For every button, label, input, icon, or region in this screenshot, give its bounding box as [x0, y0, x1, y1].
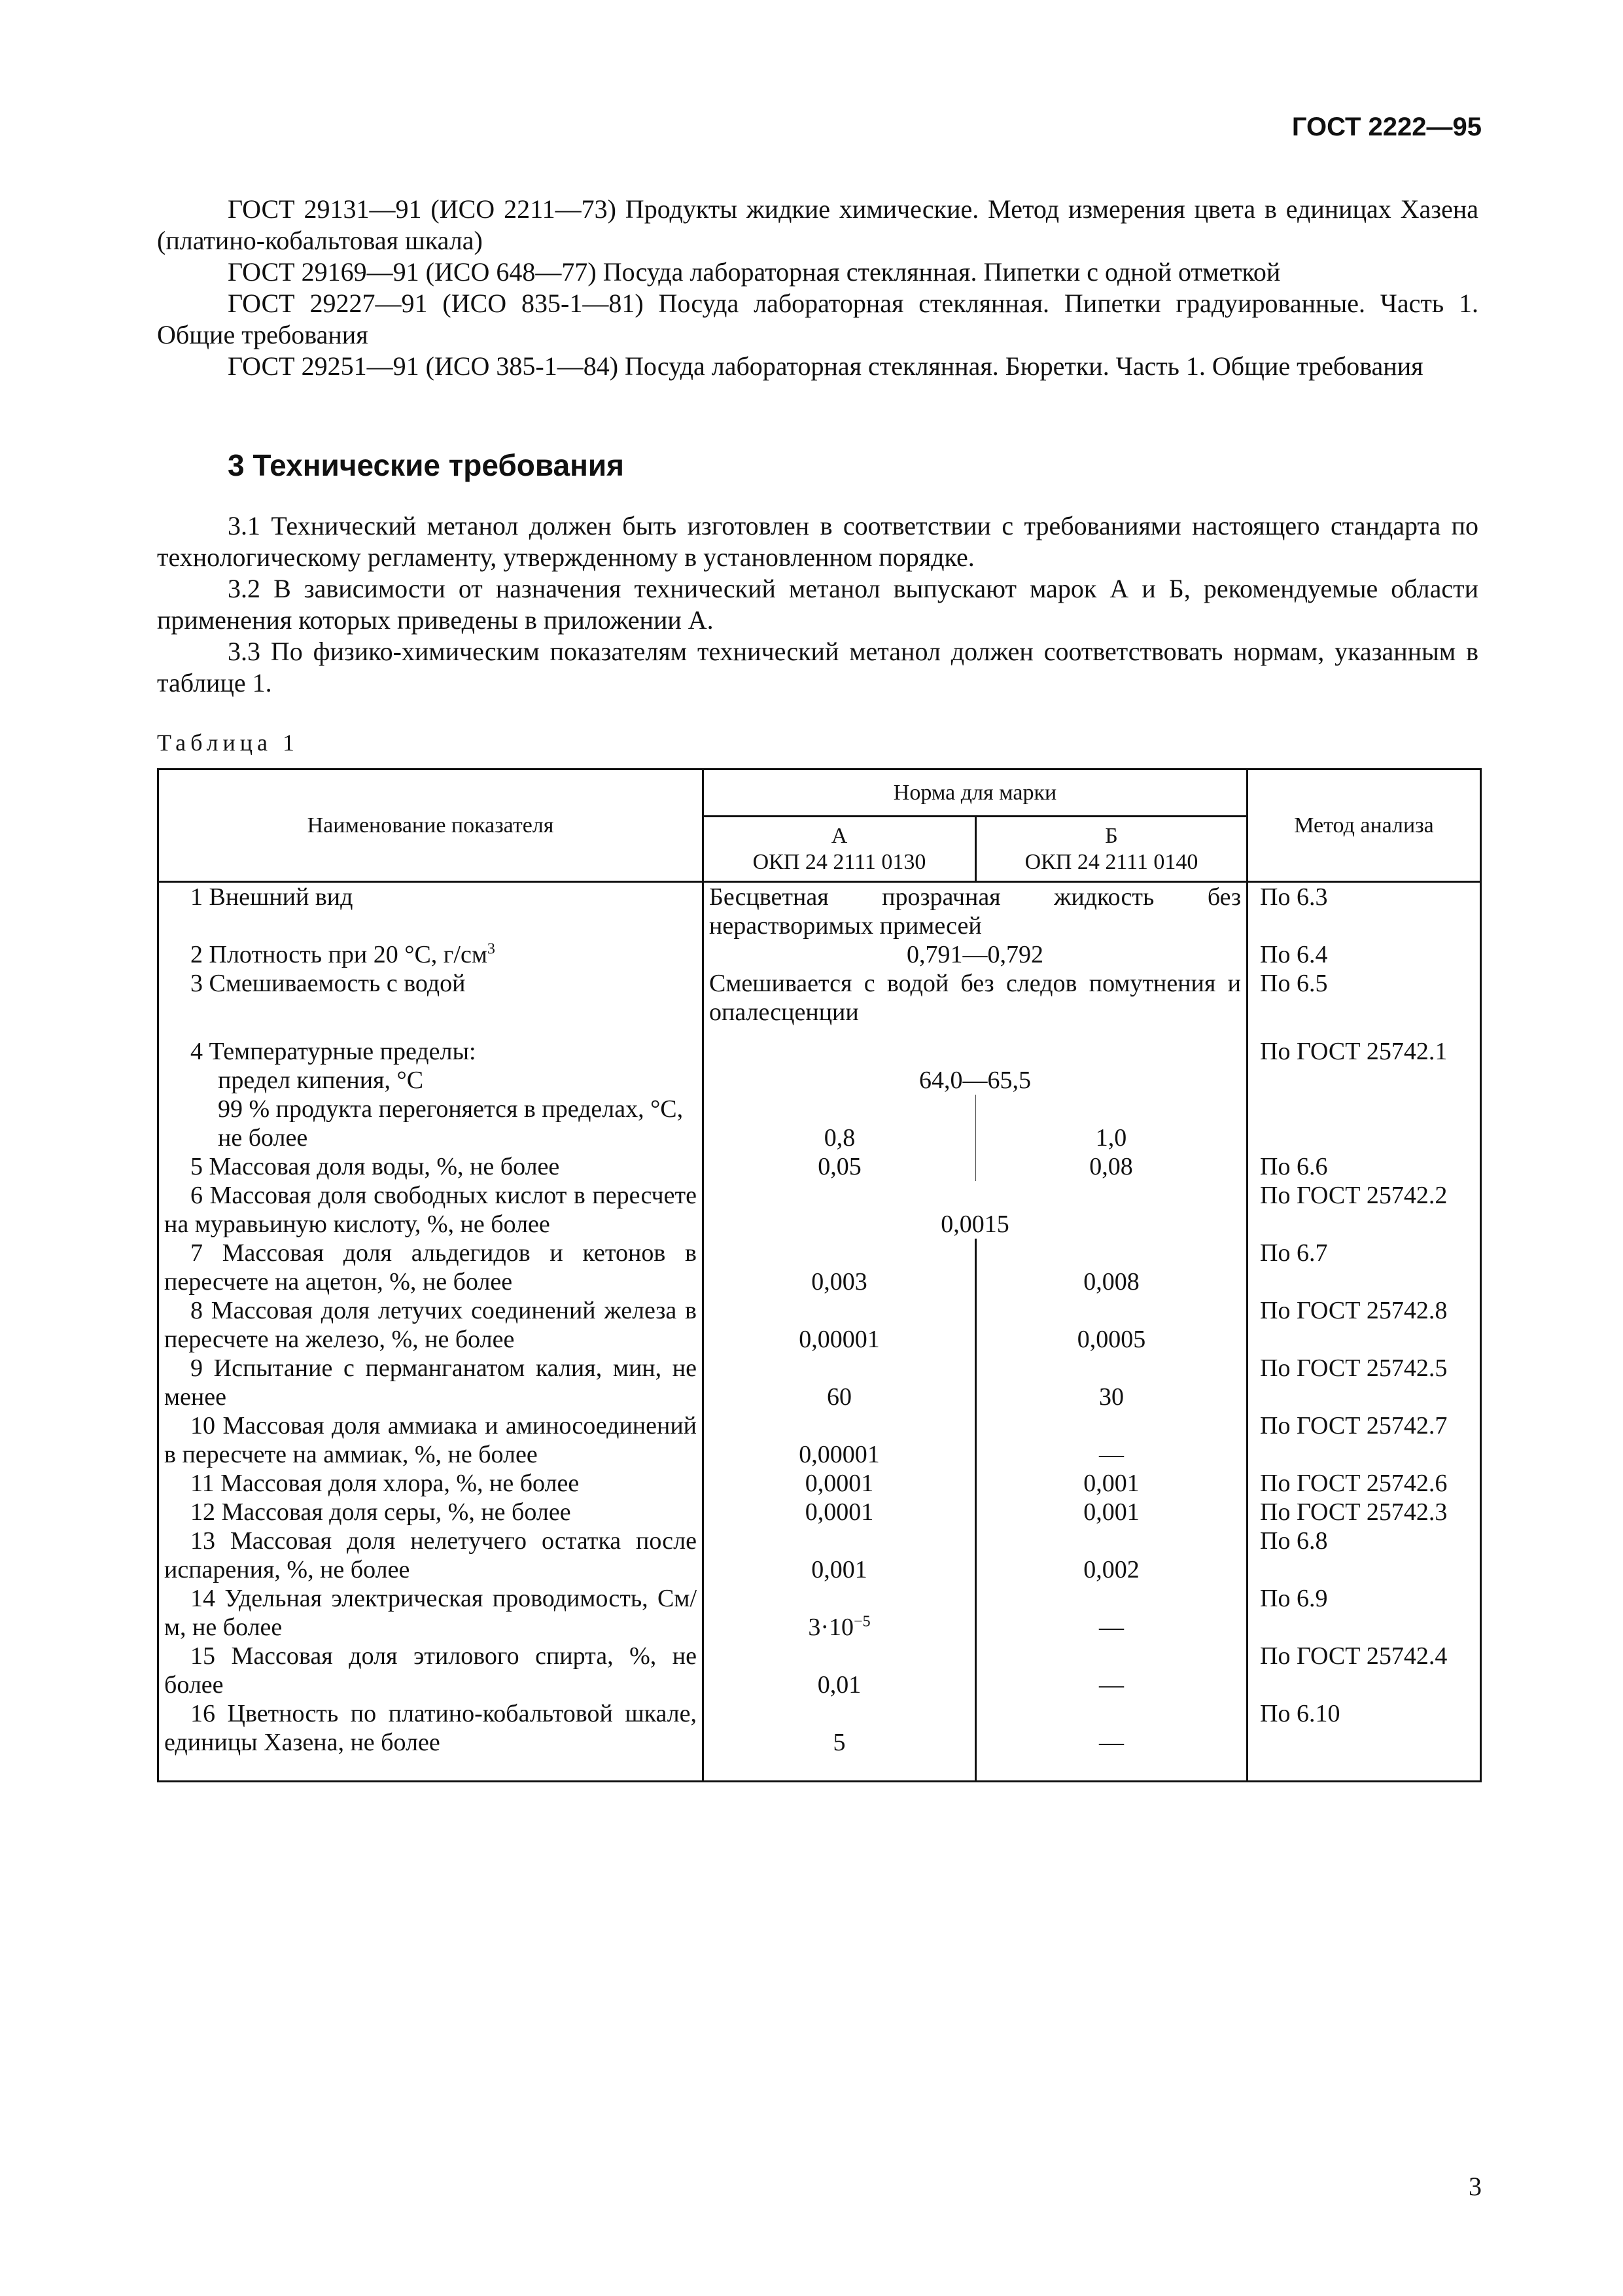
row-name — [158, 940, 703, 969]
empty-cell — [1248, 1095, 1481, 1152]
row-value-b: — — [976, 1584, 1248, 1642]
row-value-b: — — [976, 1642, 1248, 1699]
row-value-a: 0,003 — [703, 1239, 976, 1296]
row-name-text: 2 Плотность при 20 °С, г/см — [190, 941, 487, 968]
row-name: 10 Массовая доля аммиака и аминосоединений в пересчете на аммиак, %, не более — [158, 1411, 703, 1469]
row-value-merged: 0,0015 — [703, 1181, 1248, 1239]
row-name: 99 % продукта перегоняется в пределах, °С, не более — [158, 1095, 703, 1152]
row-method: По 6.7 — [1248, 1239, 1481, 1296]
row-name: 6 Массовая доля свободных кислот в пересчете на муравьиную кислоту, %, не более — [158, 1181, 703, 1239]
row-value-b: 0,001 — [976, 1498, 1248, 1527]
row-name: 14 Удельная электрическая проводимость, См/м, не более — [158, 1584, 703, 1642]
row-method: По ГОСТ 25742.8 — [1248, 1296, 1481, 1354]
row-name: 8 Массовая доля летучих соединений железа в пересчете на железо, %, не более — [158, 1296, 703, 1354]
specs-table — [157, 768, 1482, 1782]
row-value-a — [703, 1584, 976, 1642]
table-row — [158, 882, 1481, 941]
table-row — [158, 1469, 1481, 1498]
superscript: 3 — [487, 940, 495, 958]
paragraph-3-2: 3.2 В зависимости от назначения технический метанол выпускают марок А и Б, рекомендуемые области применения которых приведены в приложении А. — [157, 574, 1478, 635]
row-value-merged: Смешивается с водой без следов помутнения и опалесценции — [703, 969, 1248, 1027]
row-value-b: 0,08 — [976, 1152, 1248, 1181]
row-method: По 6.4 — [1248, 940, 1481, 969]
row-method: По ГОСТ 25742.7 — [1248, 1411, 1481, 1469]
header-grade-b — [976, 817, 1248, 882]
reference-item: ГОСТ 29227—91 (ИСО 835-1—81) Посуда лабораторная стеклянная. Пипетки градуированные. Часть 1. Общие требования — [157, 289, 1478, 349]
row-method: По 6.3 — [1248, 882, 1481, 941]
row-name: 15 Массовая доля этилового спирта, %, не более — [158, 1642, 703, 1699]
empty-cell — [1248, 1066, 1481, 1095]
header-grade-a — [703, 817, 976, 882]
normative-references — [157, 194, 1478, 382]
paragraph-3-3: 3.3 По физико-химическим показателям технический метанол должен соответствовать нормам, указанным в таблице 1. — [157, 637, 1478, 698]
row-name: 4 Температурные пределы: — [158, 1027, 703, 1066]
row-method: По 6.9 — [1248, 1584, 1481, 1642]
row-name: 16 Цветность по платино-кобальтовой шкале, единицы Хазена, не более — [158, 1699, 703, 1782]
row-value-b: 0,001 — [976, 1469, 1248, 1498]
row-value-b: — — [976, 1411, 1248, 1469]
row-method: По ГОСТ 25742.1 — [1248, 1027, 1481, 1066]
row-name: 12 Массовая доля серы, %, не более — [158, 1498, 703, 1527]
table-row — [158, 969, 1481, 1027]
row-method: По ГОСТ 25742.3 — [1248, 1498, 1481, 1527]
table-row — [158, 1411, 1481, 1469]
row-value-a: 0,8 — [703, 1095, 976, 1152]
row-value-b: — — [976, 1699, 1248, 1782]
row-value-a: 0,0001 — [703, 1498, 976, 1527]
row-value-a: 5 — [703, 1699, 976, 1782]
row-method: По 6.10 — [1248, 1699, 1481, 1782]
row-value-b: 0,0005 — [976, 1296, 1248, 1354]
row-name: 11 Массовая доля хлора, %, не более — [158, 1469, 703, 1498]
row-method: По 6.8 — [1248, 1527, 1481, 1584]
table-row — [158, 1027, 1481, 1066]
page-number: 3 — [1469, 2172, 1482, 2201]
requirements-text — [157, 510, 1478, 699]
header-norm: Норма для марки — [703, 769, 1248, 817]
table-row — [158, 1584, 1481, 1642]
table-row — [158, 1181, 1481, 1239]
row-method: По ГОСТ 25742.5 — [1248, 1354, 1481, 1411]
row-name: 5 Массовая доля воды, %, не более — [158, 1152, 703, 1181]
grade-b-label: Б — [1105, 823, 1118, 848]
row-method: По ГОСТ 25742.2 — [1248, 1181, 1481, 1239]
table-row — [158, 1642, 1481, 1699]
document-code: ГОСТ 2222—95 — [1291, 113, 1482, 141]
row-method: По 6.5 — [1248, 969, 1481, 1027]
paragraph-3-1: 3.1 Технический метанол должен быть изготовлен в соответствии с требованиями настоящего стандарта по технологическому регламенту, утвержденному в установленном порядке. — [157, 511, 1478, 572]
table-row — [158, 1152, 1481, 1181]
table-caption: Таблица 1 — [157, 730, 299, 756]
table-row — [158, 1066, 1481, 1095]
grade-b-code: ОКП 24 2111 0140 — [1024, 849, 1198, 874]
row-name: предел кипения, °С — [158, 1066, 703, 1095]
row-value-merged: Бесцветная прозрачная жидкость без нерастворимых примесей — [703, 882, 1248, 941]
specs-table-container — [157, 768, 1480, 1782]
superscript: −5 — [854, 1613, 871, 1631]
section-title: 3 Технические требования — [228, 448, 624, 482]
row-method: По ГОСТ 25742.6 — [1248, 1469, 1481, 1498]
row-name: 3 Смешиваемость с водой — [158, 969, 703, 1027]
reference-item: ГОСТ 29251—91 (ИСО 385-1—84) Посуда лабораторная стеклянная. Бюретки. Часть 1. Общие требования — [228, 351, 1423, 381]
table-row — [158, 1498, 1481, 1527]
table-row — [158, 1239, 1481, 1296]
row-value-b: 30 — [976, 1354, 1248, 1411]
row-value-merged: 0,791—0,792 — [703, 940, 1248, 969]
grade-a-label: А — [831, 823, 848, 848]
row-value-a: 0,05 — [703, 1152, 976, 1181]
table-row — [158, 1095, 1481, 1152]
row-value-a: 0,0001 — [703, 1469, 976, 1498]
row-value-a: 0,001 — [703, 1527, 976, 1584]
row-name: 1 Внешний вид — [158, 882, 703, 941]
row-value-a: 0,00001 — [703, 1296, 976, 1354]
row-name: 13 Массовая доля нелетучего остатка после испарения, %, не более — [158, 1527, 703, 1584]
row-value-a: 60 — [703, 1354, 976, 1411]
row-value-merged: 64,0—65,5 — [703, 1066, 1248, 1095]
row-value-b: 0,008 — [976, 1239, 1248, 1296]
row-value-b: 1,0 — [976, 1095, 1248, 1152]
table-row — [158, 1296, 1481, 1354]
reference-item: ГОСТ 29169—91 (ИСО 648—77) Посуда лабораторная стеклянная. Пипетки с одной отметкой — [228, 257, 1281, 287]
table-row — [158, 1527, 1481, 1584]
table-row — [158, 940, 1481, 969]
value-text: 3·10 — [808, 1614, 854, 1641]
row-name: 7 Массовая доля альдегидов и кетонов в пересчете на ацетон, %, не более — [158, 1239, 703, 1296]
row-value-a: 0,00001 — [703, 1411, 976, 1469]
row-value-b: 0,002 — [976, 1527, 1248, 1584]
row-value-a: 0,01 — [703, 1642, 976, 1699]
row-method: По 6.6 — [1248, 1152, 1481, 1181]
empty-cell — [703, 1027, 1248, 1066]
row-method: По ГОСТ 25742.4 — [1248, 1642, 1481, 1699]
reference-item: ГОСТ 29131—91 (ИСО 2211—73) Продукты жидкие химические. Метод измерения цвета в единицах Хазена (платино-кобальтовая шкала) — [157, 194, 1478, 255]
table-row — [158, 1354, 1481, 1411]
row-name: 9 Испытание с перманганатом калия, мин, не менее — [158, 1354, 703, 1411]
header-method: Метод анализа — [1248, 769, 1481, 882]
header-name: Наименование показателя — [158, 769, 703, 882]
table-row — [158, 1699, 1481, 1782]
grade-a-code: ОКП 24 2111 0130 — [752, 849, 926, 874]
